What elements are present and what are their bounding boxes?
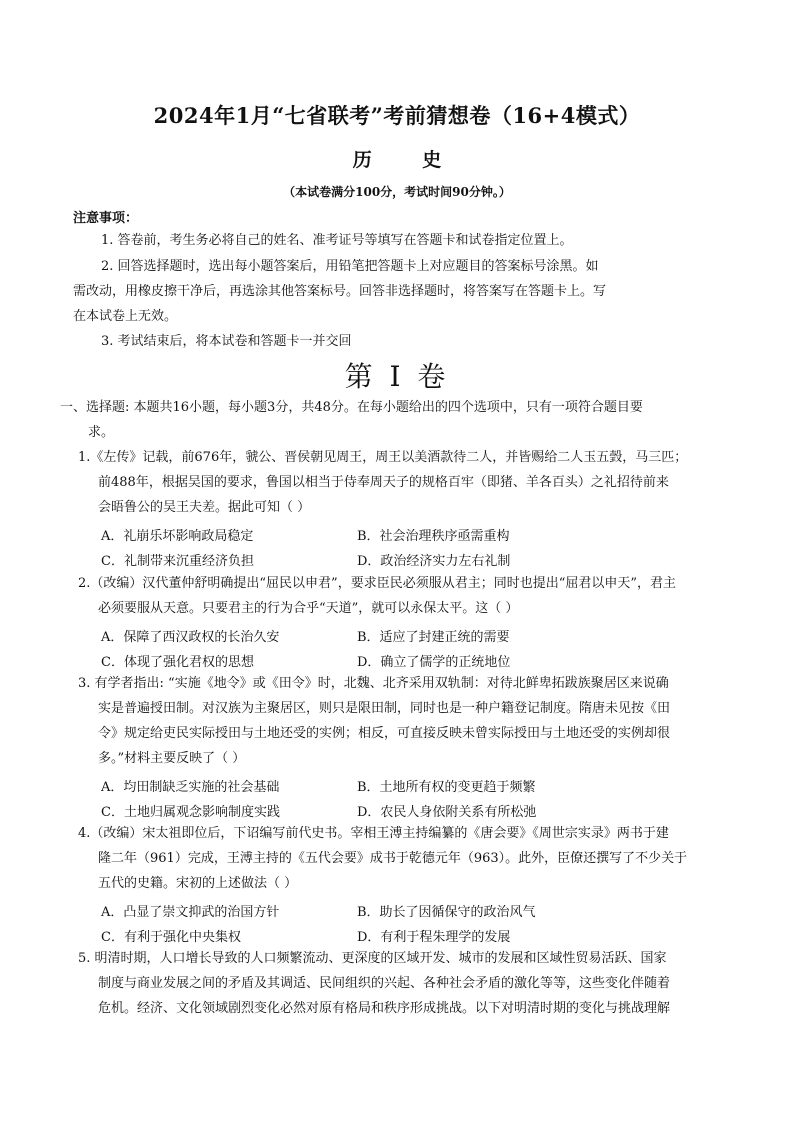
- question-5-text: 制度与商业发展之间的矛盾及其调适、民间组织的兴起、各种社会矛盾的激化等等，这些变化伴随着: [98, 976, 671, 991]
- exam-meta: （本试卷满分100分，考试时间90分钟。）: [283, 185, 511, 199]
- volume-title: 第 I 卷: [344, 360, 450, 393]
- option-a[interactable]: A．礼崩乐坏影响政局稳定: [101, 529, 254, 544]
- question-4-text: 4.（改编）宋太祖即位后，下诏编写前代史书。宰相王溥主持编纂的《唐会要》《周世宗实录》两书于建: [78, 826, 669, 841]
- option-d[interactable]: D．有利于程朱理学的发展: [357, 930, 511, 945]
- option-a[interactable]: A．均田制缺乏实施的社会基础: [101, 780, 280, 795]
- question-3-text: 3. 有学者指出: “实施《地令》或《田令》时，北魏、北齐采用双轨制：对待北鲜卑拓跋族聚居区来说确: [78, 676, 669, 691]
- notice-line: 3. 考试结束后，将本试卷和答题卡一并交回: [101, 334, 352, 349]
- option-a[interactable]: A．保障了西汉政权的长治久安: [101, 630, 280, 645]
- option-c[interactable]: C．土地归属观念影响制度实践: [101, 805, 280, 820]
- option-b[interactable]: B．适应了封建正统的需要: [357, 630, 510, 645]
- notice-line: 1. 答卷前，考生务必将自己的姓名、准考证号等填写在答题卡和试卷指定位置上。: [101, 233, 573, 248]
- question-4-text: 五代的史籍。宋初的上述做法（ ）: [98, 876, 298, 891]
- question-5-text: 危机。经济、文化领域剧烈变化必然对原有格局和秩序形成挑战。以下对明清时期的变化与挑战理解: [98, 1001, 671, 1016]
- option-c[interactable]: C．有利于强化中央集权: [101, 930, 241, 945]
- option-c[interactable]: C．礼制带来沉重经济负担: [101, 554, 254, 569]
- question-1-text: 1.《左传》记载，前676年，虢公、晋侯朝见周王，周王以美酒款待二人，并皆赐给二人玉五瑴，马三匹；: [78, 450, 688, 465]
- option-d[interactable]: D．确立了儒学的正统地位: [357, 655, 511, 670]
- question-5-text: 5. 明清时期，人口增长导致的人口频繁流动、更深度的区域开发、城市的发展和区域性贸易活跃、国家: [78, 951, 667, 966]
- question-2-text: 2.（改编）汉代董仲舒明确提出“屈民以申君”，要求臣民必须服从君主；同时也提出“屈君以申天”，君主: [78, 576, 676, 591]
- option-d[interactable]: D．政治经济实力左右礼制: [357, 554, 511, 569]
- question-1-text: 前488年，根据吴国的要求，鲁国以相当于侍奉周天子的规格百牢（即猪、羊各百头）之礼招待前来: [98, 475, 669, 490]
- section-instruction: 一、选择题: 本题共16小题，每小题3分，共48分。在每小题给出的四个选项中，只有一项符合题目要: [60, 400, 643, 415]
- option-c[interactable]: C．体现了强化君权的思想: [101, 655, 254, 670]
- notice-line: 2. 回答选择题时，选出每小题答案后，用铅笔把答题卡上对应题目的答案标号涂黑。如: [101, 259, 599, 274]
- option-b[interactable]: B．助长了因循保守的政治风气: [357, 905, 536, 920]
- notice-line: 在本试卷上无效。: [73, 309, 178, 324]
- question-3-text: 实是普遍授田制。对汉族为主聚居区，则只是限田制，同时也是一种户籍登记制度。隋唐未见按《田: [98, 701, 671, 716]
- question-2-text: 必须要服从天意。只要君主的行为合乎“天道”，就可以永保太平。这（ ）: [98, 601, 519, 616]
- question-4-text: 隆二年（961）完成，王溥主持的《五代会要》成书于乾德元年（963）。此外，臣僚还撰写了不少关于: [98, 851, 688, 866]
- question-3-text: 令》规定给吏民实际授田与土地还受的实例；相反，可直接反映未曾实际授田与土地还受的实例却很: [98, 726, 671, 741]
- option-d[interactable]: D．农民人身依附关系有所松弛: [357, 805, 537, 820]
- notice-heading: 注意事项：: [73, 211, 139, 226]
- question-1-text: 会晤鲁公的吴王夫差。据此可知（ ）: [98, 500, 311, 515]
- notice-line: 需改动，用橡皮擦干净后，再选涂其他答案标号。回答非选择题时，将答案写在答题卡上。写: [73, 284, 607, 299]
- option-a[interactable]: A．凸显了崇文抑武的治国方针: [101, 905, 280, 920]
- section-instruction: 求。: [88, 425, 115, 440]
- page-title: 2024年1月“七省联考”考前猜想卷（16+4模式）: [153, 103, 641, 128]
- option-b[interactable]: B．土地所有权的变更趋于频繁: [357, 780, 536, 795]
- subject-title: 历 史: [352, 149, 464, 171]
- question-3-text: 多。”材料主要反映了（ ）: [98, 751, 246, 766]
- option-b[interactable]: B．社会治理秩序亟需重构: [357, 529, 510, 544]
